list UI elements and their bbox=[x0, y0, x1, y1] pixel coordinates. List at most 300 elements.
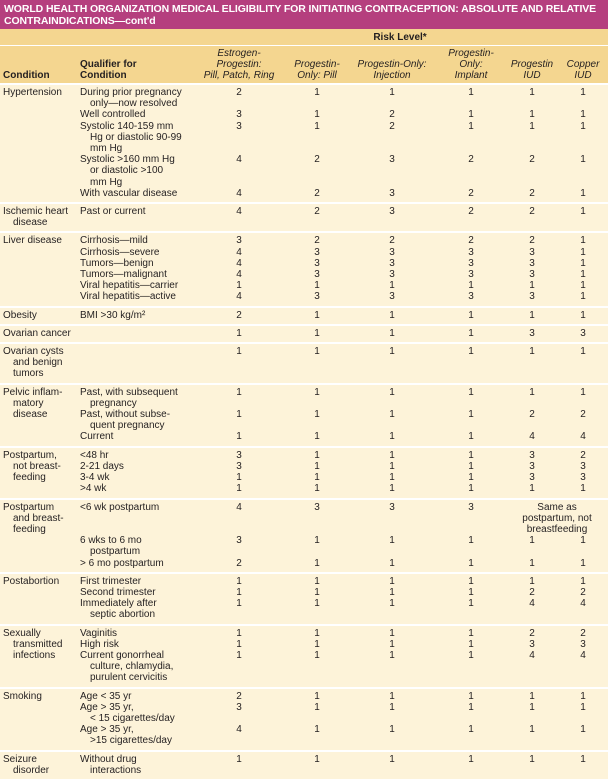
method-header-progestin-iud: Progestin IUD bbox=[506, 46, 558, 85]
table-row bbox=[0, 203, 608, 232]
risk-value-cell: 1 bbox=[314, 87, 320, 98]
table-row bbox=[0, 751, 608, 779]
condition-cell: Postabortion bbox=[3, 575, 60, 587]
method-header-injection: Progestin-Only: Injection bbox=[348, 46, 436, 85]
risk-value-cell: 1 bbox=[529, 346, 535, 358]
risk-value-cell: 1 bbox=[389, 575, 395, 587]
header-spacer bbox=[0, 29, 192, 46]
risk-value-cell: 1 bbox=[314, 724, 320, 736]
risk-value-cell: 1 bbox=[580, 483, 586, 495]
risk-value-cell: 3 bbox=[529, 291, 535, 303]
risk-value-cell: 1 bbox=[236, 627, 242, 639]
qualifier-cell: Past or current bbox=[80, 206, 146, 218]
risk-value-cell: 4 bbox=[580, 431, 586, 443]
risk-value-cell: 1 bbox=[389, 460, 395, 472]
risk-value-cell: 1 bbox=[529, 120, 535, 132]
risk-value-cell: 1 bbox=[389, 598, 395, 610]
table-title: WORLD HEALTH ORGANIZATION MEDICAL ELIGIBILITY FOR INITIATING CONTRACEPTION: ABSOLUTE AND RELATIVE CONTRAINDICATIONS—cont'd bbox=[0, 0, 608, 29]
risk-value-cell: 4 bbox=[529, 598, 535, 610]
table-row bbox=[0, 431, 608, 446]
risk-value-cell: 1 bbox=[389, 701, 395, 713]
condition-group bbox=[0, 625, 608, 688]
risk-value-cell: 1 bbox=[468, 535, 474, 547]
risk-level-header: Risk Level* bbox=[192, 29, 608, 46]
condition-group bbox=[0, 447, 608, 499]
condition-cell: Obesity bbox=[3, 309, 37, 321]
risk-value-cell: 1 bbox=[580, 724, 586, 736]
risk-value-cell: 1 bbox=[580, 535, 586, 547]
risk-value-cell: 1 bbox=[389, 346, 395, 358]
risk-value-cell: 1 bbox=[389, 483, 395, 495]
condition-group bbox=[0, 751, 608, 779]
risk-value-cell: 2 bbox=[580, 627, 586, 639]
table-row bbox=[0, 384, 608, 409]
qualifier-cell: Cirrhosis—mild bbox=[80, 235, 148, 247]
risk-value-cell: 3 bbox=[389, 257, 395, 269]
risk-value-cell: 3 bbox=[529, 472, 535, 484]
qualifier-cell bbox=[77, 325, 192, 343]
risk-value-cell: 1 bbox=[468, 638, 474, 650]
table-row bbox=[0, 587, 608, 598]
risk-value-cell: 2 bbox=[314, 154, 320, 166]
risk-value-cell: 1 bbox=[236, 386, 242, 398]
risk-value-cell: 3 bbox=[389, 206, 395, 218]
risk-value-cell: 3 bbox=[468, 246, 474, 258]
risk-value-cell: 3 bbox=[529, 257, 535, 269]
risk-value-cell: 1 bbox=[468, 449, 474, 461]
risk-value-cell: 1 bbox=[468, 460, 474, 472]
risk-value-cell: 1 bbox=[389, 431, 395, 443]
risk-value-cell: 1 bbox=[529, 753, 535, 765]
method-header-copper-iud: Copper IUD bbox=[558, 46, 608, 85]
qualifier-cell: Immediately after septic abortion bbox=[80, 598, 157, 621]
risk-value-cell: 1 bbox=[236, 586, 242, 598]
risk-value-cell: 1 bbox=[468, 109, 474, 121]
qualifier-cell bbox=[77, 343, 192, 384]
risk-value-cell: 3 bbox=[314, 269, 320, 281]
condition-cell: Pelvic inflam- matory disease bbox=[3, 386, 63, 421]
risk-value-cell: 2 bbox=[529, 409, 535, 421]
risk-value-cell: 3 bbox=[468, 257, 474, 269]
risk-value-cell: 1 bbox=[468, 598, 474, 610]
risk-value-cell: 2 bbox=[314, 235, 320, 247]
qualifier-cell: First trimester bbox=[80, 575, 142, 587]
condition-group bbox=[0, 203, 608, 232]
risk-value-cell: 1 bbox=[389, 386, 395, 398]
risk-value-cell: 1 bbox=[236, 649, 242, 661]
risk-value-cell: 2 bbox=[314, 187, 320, 199]
method-header-ep: Estrogen-Progestin: Pill, Patch, Ring bbox=[192, 46, 286, 85]
table-row bbox=[0, 232, 608, 246]
risk-value-cell: 1 bbox=[389, 309, 395, 321]
risk-value-cell: 3 bbox=[236, 460, 242, 472]
risk-value-cell: 1 bbox=[314, 449, 320, 461]
risk-value-cell: 1 bbox=[314, 309, 320, 321]
qualifier-cell: Tumors—malignant bbox=[80, 269, 167, 281]
table-row bbox=[0, 573, 608, 587]
risk-value-cell: 1 bbox=[236, 472, 242, 484]
qualifier-cell: <48 hr bbox=[80, 449, 109, 461]
qualifier-cell: Viral hepatitis—carrier bbox=[80, 280, 179, 292]
condition-cell: Seizure disorder bbox=[3, 753, 50, 776]
risk-value-cell: 1 bbox=[314, 327, 320, 339]
risk-value-cell: 1 bbox=[389, 327, 395, 339]
table-row bbox=[0, 461, 608, 472]
risk-value-cell: 2 bbox=[236, 309, 242, 321]
risk-value-cell: 1 bbox=[580, 269, 586, 281]
risk-value-cell: 4 bbox=[236, 206, 242, 218]
condition-group bbox=[0, 307, 608, 325]
risk-value-cell: 2 bbox=[468, 235, 474, 247]
risk-value-cell: 1 bbox=[314, 690, 320, 702]
risk-value-cell: 3 bbox=[529, 638, 535, 650]
qualifier-cell: Tumors—benign bbox=[80, 257, 154, 269]
risk-value-cell: 1 bbox=[468, 120, 474, 132]
qualifier-cell: Without drug interactions bbox=[80, 753, 142, 776]
risk-value-cell: 3 bbox=[580, 638, 586, 650]
qualifier-cell: > 6 mo postpartum bbox=[80, 557, 164, 569]
risk-value-cell: 1 bbox=[580, 120, 586, 132]
risk-value-cell: 1 bbox=[580, 235, 586, 247]
risk-value-cell: 1 bbox=[236, 409, 242, 421]
risk-value-cell: 3 bbox=[236, 449, 242, 461]
risk-value-cell: 1 bbox=[580, 187, 586, 199]
risk-value-cell: 1 bbox=[389, 472, 395, 484]
risk-value-cell: 2 bbox=[529, 206, 535, 218]
table-row bbox=[0, 499, 608, 536]
risk-value-cell: 1 bbox=[389, 409, 395, 421]
risk-value-cell: 1 bbox=[314, 557, 320, 569]
table-row bbox=[0, 625, 608, 639]
qualifier-cell: Viral hepatitis—active bbox=[80, 291, 176, 303]
qualifier-cell: Current bbox=[80, 431, 114, 443]
risk-value-cell: 1 bbox=[580, 386, 586, 398]
qualifier-cell: Cirrhosis—severe bbox=[80, 246, 160, 258]
risk-value-cell: 4 bbox=[236, 246, 242, 258]
risk-value-cell: 1 bbox=[314, 598, 320, 610]
risk-value-cell: 3 bbox=[468, 501, 474, 513]
condition-cell: Liver disease bbox=[3, 235, 62, 247]
risk-value-cell: 1 bbox=[314, 483, 320, 495]
qualifier-cell: Past, without subse- quent pregnancy bbox=[80, 409, 171, 432]
risk-value-cell: 3 bbox=[236, 701, 242, 713]
risk-value-cell: 3 bbox=[529, 327, 535, 339]
table-row bbox=[0, 409, 608, 431]
risk-value-cell: 1 bbox=[468, 483, 474, 495]
risk-value-cell: 3 bbox=[236, 535, 242, 547]
risk-value-cell: 3 bbox=[236, 120, 242, 132]
risk-value-cell: 1 bbox=[468, 346, 474, 358]
qualifier-cell: Systolic >160 mm Hg or diastolic >100 mm Hg bbox=[80, 154, 175, 188]
condition-cell: Ischemic heart disease bbox=[3, 206, 69, 229]
risk-value-cell: 1 bbox=[580, 557, 586, 569]
risk-value-cell: 1 bbox=[580, 154, 586, 166]
condition-cell: Postpartum, not breast- feeding bbox=[3, 449, 61, 484]
risk-value-cell: 1 bbox=[580, 701, 586, 713]
table-row bbox=[0, 343, 608, 384]
table-row bbox=[0, 472, 608, 483]
risk-value-cell: 1 bbox=[468, 627, 474, 639]
condition-group bbox=[0, 84, 608, 203]
condition-group bbox=[0, 688, 608, 751]
table-row bbox=[0, 702, 608, 724]
risk-value-cell: 2 bbox=[580, 409, 586, 421]
condition-group bbox=[0, 343, 608, 384]
condition-group bbox=[0, 325, 608, 343]
risk-value-cell: 1 bbox=[580, 206, 586, 218]
qualifier-cell: Systolic 140-159 mm Hg or diastolic 90-99 mm Hg bbox=[80, 120, 182, 155]
risk-value-cell: 2 bbox=[529, 187, 535, 199]
qualifier-cell: <6 wk postpartum bbox=[80, 501, 160, 513]
risk-value-cell: 3 bbox=[529, 460, 535, 472]
risk-value-cell: 1 bbox=[314, 409, 320, 421]
risk-value-cell: 1 bbox=[389, 87, 395, 98]
risk-value-cell: 1 bbox=[580, 87, 586, 98]
risk-value-cell: 3 bbox=[314, 257, 320, 269]
risk-value-cell: 1 bbox=[314, 575, 320, 587]
risk-value-cell: 1 bbox=[468, 701, 474, 713]
risk-value-cell: 1 bbox=[389, 627, 395, 639]
condition-cell: Postpartum and breast- feeding bbox=[3, 501, 64, 535]
condition-cell: Ovarian cancer bbox=[3, 327, 71, 339]
risk-value-cell: 1 bbox=[529, 575, 535, 587]
risk-value-cell: 2 bbox=[468, 154, 474, 166]
table-row bbox=[0, 291, 608, 306]
table-row bbox=[0, 325, 608, 343]
risk-value-cell: 1 bbox=[389, 586, 395, 598]
risk-value-cell: 4 bbox=[236, 724, 242, 736]
risk-value-cell: 1 bbox=[389, 638, 395, 650]
risk-value-cell: 2 bbox=[580, 449, 586, 461]
risk-value-cell: 3 bbox=[389, 269, 395, 281]
risk-value-cell: 3 bbox=[314, 501, 320, 513]
risk-value-cell: 2 bbox=[529, 627, 535, 639]
risk-value-cell: 1 bbox=[314, 280, 320, 292]
risk-value-cell: 2 bbox=[236, 690, 242, 702]
risk-value-cell: 1 bbox=[468, 280, 474, 292]
risk-value-cell: 2 bbox=[529, 586, 535, 598]
risk-value-cell: 2 bbox=[529, 235, 535, 247]
risk-value-cell: 1 bbox=[468, 309, 474, 321]
risk-value-cell: 2 bbox=[236, 87, 242, 98]
risk-value-cell: 1 bbox=[468, 575, 474, 587]
risk-value-cell: 1 bbox=[468, 649, 474, 661]
risk-value-cell: 3 bbox=[529, 246, 535, 258]
risk-value-cell: 2 bbox=[468, 187, 474, 199]
risk-value-cell: 1 bbox=[580, 257, 586, 269]
risk-value-cell: 2 bbox=[529, 154, 535, 166]
qualifier-cell: Age < 35 yr bbox=[80, 690, 132, 702]
eligibility-table bbox=[0, 29, 608, 779]
table-row bbox=[0, 650, 608, 688]
risk-value-cell: 2 bbox=[468, 206, 474, 218]
risk-value-cell: 1 bbox=[389, 649, 395, 661]
condition-group bbox=[0, 499, 608, 573]
risk-value-cell: 4 bbox=[580, 598, 586, 610]
risk-value-cell: 1 bbox=[580, 280, 586, 292]
method-header-implant: Progestin-Only: Implant bbox=[436, 46, 506, 85]
risk-value-cell: 1 bbox=[580, 109, 586, 121]
table-row bbox=[0, 724, 608, 750]
risk-value-cell: 4 bbox=[236, 257, 242, 269]
risk-value-cell: 2 bbox=[580, 586, 586, 598]
condition-group bbox=[0, 573, 608, 625]
condition-group bbox=[0, 232, 608, 306]
risk-value-cell: 1 bbox=[468, 557, 474, 569]
risk-value-cell: 1 bbox=[236, 753, 242, 765]
risk-value-cell: 1 bbox=[314, 535, 320, 547]
risk-value-cell: 1 bbox=[236, 598, 242, 610]
qualifier-cell: Current gonorrheal culture, chlamydia, purulent cervicitis bbox=[80, 649, 174, 684]
risk-value-cell: 1 bbox=[580, 753, 586, 765]
risk-value-cell: 4 bbox=[236, 154, 242, 166]
risk-value-cell: 1 bbox=[529, 535, 535, 547]
method-header-pop: Progestin- Only: Pill bbox=[286, 46, 348, 85]
risk-value-cell: 1 bbox=[468, 409, 474, 421]
risk-value-cell: 1 bbox=[236, 638, 242, 650]
risk-value-cell: 3 bbox=[389, 187, 395, 199]
qualifier-cell: >4 wk bbox=[80, 483, 107, 495]
table-row bbox=[0, 639, 608, 650]
risk-value-cell: 3 bbox=[389, 246, 395, 258]
condition-header: Condition bbox=[0, 46, 77, 85]
table-row bbox=[0, 121, 608, 155]
risk-value-cell: 2 bbox=[389, 235, 395, 247]
risk-value-cell: 1 bbox=[314, 460, 320, 472]
risk-value-cell: 1 bbox=[580, 246, 586, 258]
risk-value-cell: 1 bbox=[314, 472, 320, 484]
risk-value-cell: 1 bbox=[236, 327, 242, 339]
risk-value-cell: 1 bbox=[389, 753, 395, 765]
table-row bbox=[0, 598, 608, 624]
condition-cell: Sexually transmitted infections bbox=[3, 627, 63, 661]
risk-value-cell: 1 bbox=[236, 483, 242, 495]
table-row bbox=[0, 258, 608, 269]
risk-value-cell: 4 bbox=[236, 187, 242, 199]
risk-value-cell: 1 bbox=[529, 690, 535, 702]
risk-value-cell: 2 bbox=[236, 557, 242, 569]
risk-value-cell: 2 bbox=[314, 206, 320, 218]
risk-value-cell: 1 bbox=[580, 575, 586, 587]
table-row bbox=[0, 558, 608, 573]
risk-value-cell: 1 bbox=[529, 87, 535, 98]
risk-value-cell: 1 bbox=[236, 575, 242, 587]
risk-value-cell: 1 bbox=[236, 346, 242, 358]
risk-value-cell: 4 bbox=[236, 269, 242, 281]
qualifier-cell: Age > 35 yr, < 15 cigarettes/day bbox=[80, 701, 175, 724]
risk-value-cell: 1 bbox=[468, 386, 474, 398]
risk-value-cell: 1 bbox=[314, 386, 320, 398]
risk-value-cell: 1 bbox=[529, 724, 535, 736]
risk-value-cell: 4 bbox=[580, 649, 586, 661]
table-row bbox=[0, 307, 608, 325]
risk-value-cell: 1 bbox=[314, 627, 320, 639]
risk-value-cell: 1 bbox=[389, 449, 395, 461]
risk-value-cell: 1 bbox=[529, 701, 535, 713]
risk-value-cell: 4 bbox=[236, 501, 242, 513]
risk-value-cell: 1 bbox=[314, 649, 320, 661]
risk-value-cell: 1 bbox=[314, 638, 320, 650]
risk-value-cell: 3 bbox=[468, 291, 474, 303]
risk-value-cell: 3 bbox=[529, 269, 535, 281]
risk-value-cell: 1 bbox=[580, 309, 586, 321]
qualifier-cell: Past, with subsequent pregnancy bbox=[80, 386, 178, 409]
qualifier-cell: Well controlled bbox=[80, 109, 146, 121]
risk-value-cell: 1 bbox=[529, 280, 535, 292]
risk-value-cell: 3 bbox=[389, 154, 395, 166]
risk-value-cell: 1 bbox=[389, 724, 395, 736]
risk-value-cell: 1 bbox=[314, 701, 320, 713]
risk-value-cell: 4 bbox=[529, 649, 535, 661]
risk-value-cell: 1 bbox=[389, 280, 395, 292]
table-row bbox=[0, 535, 608, 557]
risk-value-cell: 3 bbox=[314, 246, 320, 258]
risk-value-cell: 3 bbox=[468, 269, 474, 281]
table-row bbox=[0, 447, 608, 461]
risk-value-cell: 1 bbox=[314, 120, 320, 132]
qualifier-cell: Second trimester bbox=[80, 586, 156, 598]
risk-value-cell: 2 bbox=[389, 120, 395, 132]
risk-value-cell: 3 bbox=[314, 291, 320, 303]
qualifier-cell: With vascular disease bbox=[80, 187, 178, 199]
condition-cell: Ovarian cysts and benign tumors bbox=[3, 346, 64, 380]
qualifier-header: Qualifier for Condition bbox=[77, 46, 192, 85]
risk-value-cell: 1 bbox=[468, 327, 474, 339]
risk-value-cell: 1 bbox=[468, 87, 474, 98]
risk-value-cell: 1 bbox=[236, 280, 242, 292]
risk-value-cell: 3 bbox=[580, 460, 586, 472]
risk-value-cell: 3 bbox=[236, 109, 242, 121]
qualifier-cell: High risk bbox=[80, 638, 119, 650]
risk-value-cell: 4 bbox=[236, 291, 242, 303]
risk-value-cell: 1 bbox=[236, 431, 242, 443]
table-row bbox=[0, 247, 608, 258]
risk-value-cell: 1 bbox=[314, 109, 320, 121]
table-row bbox=[0, 688, 608, 702]
risk-value-cell: 1 bbox=[580, 346, 586, 358]
table-row bbox=[0, 188, 608, 203]
condition-group bbox=[0, 384, 608, 447]
table-row bbox=[0, 84, 608, 109]
risk-value-cell: 1 bbox=[529, 483, 535, 495]
risk-value-cell: 1 bbox=[468, 753, 474, 765]
qualifier-cell: During prior pregnancy only—now resolved bbox=[80, 87, 182, 110]
risk-value-cell: 4 bbox=[529, 431, 535, 443]
table-row bbox=[0, 280, 608, 291]
risk-value-cell: 1 bbox=[529, 386, 535, 398]
risk-value-cell: 1 bbox=[314, 586, 320, 598]
qualifier-cell: 6 wks to 6 mo postpartum bbox=[80, 535, 142, 558]
risk-value-cell: 3 bbox=[580, 327, 586, 339]
condition-cell: Hypertension bbox=[3, 87, 62, 98]
risk-value-cell: 1 bbox=[314, 346, 320, 358]
risk-value-cell: 3 bbox=[389, 501, 395, 513]
risk-value-cell: 1 bbox=[389, 535, 395, 547]
risk-value-cell: 1 bbox=[314, 431, 320, 443]
risk-value-cell: 1 bbox=[529, 109, 535, 121]
table-row bbox=[0, 483, 608, 498]
risk-value-cell: 3 bbox=[236, 235, 242, 247]
risk-value-cell: 1 bbox=[580, 291, 586, 303]
qualifier-cell: Vaginitis bbox=[80, 627, 118, 639]
risk-value-cell: 1 bbox=[389, 557, 395, 569]
table-row bbox=[0, 109, 608, 120]
risk-value-cell: 1 bbox=[468, 472, 474, 484]
risk-value-cell: 1 bbox=[389, 690, 395, 702]
risk-value-cell: 1 bbox=[468, 586, 474, 598]
risk-note-cell: Same as postpartum, not breastfeeding bbox=[522, 501, 592, 535]
qualifier-cell: Age > 35 yr, >15 cigarettes/day bbox=[80, 724, 172, 747]
